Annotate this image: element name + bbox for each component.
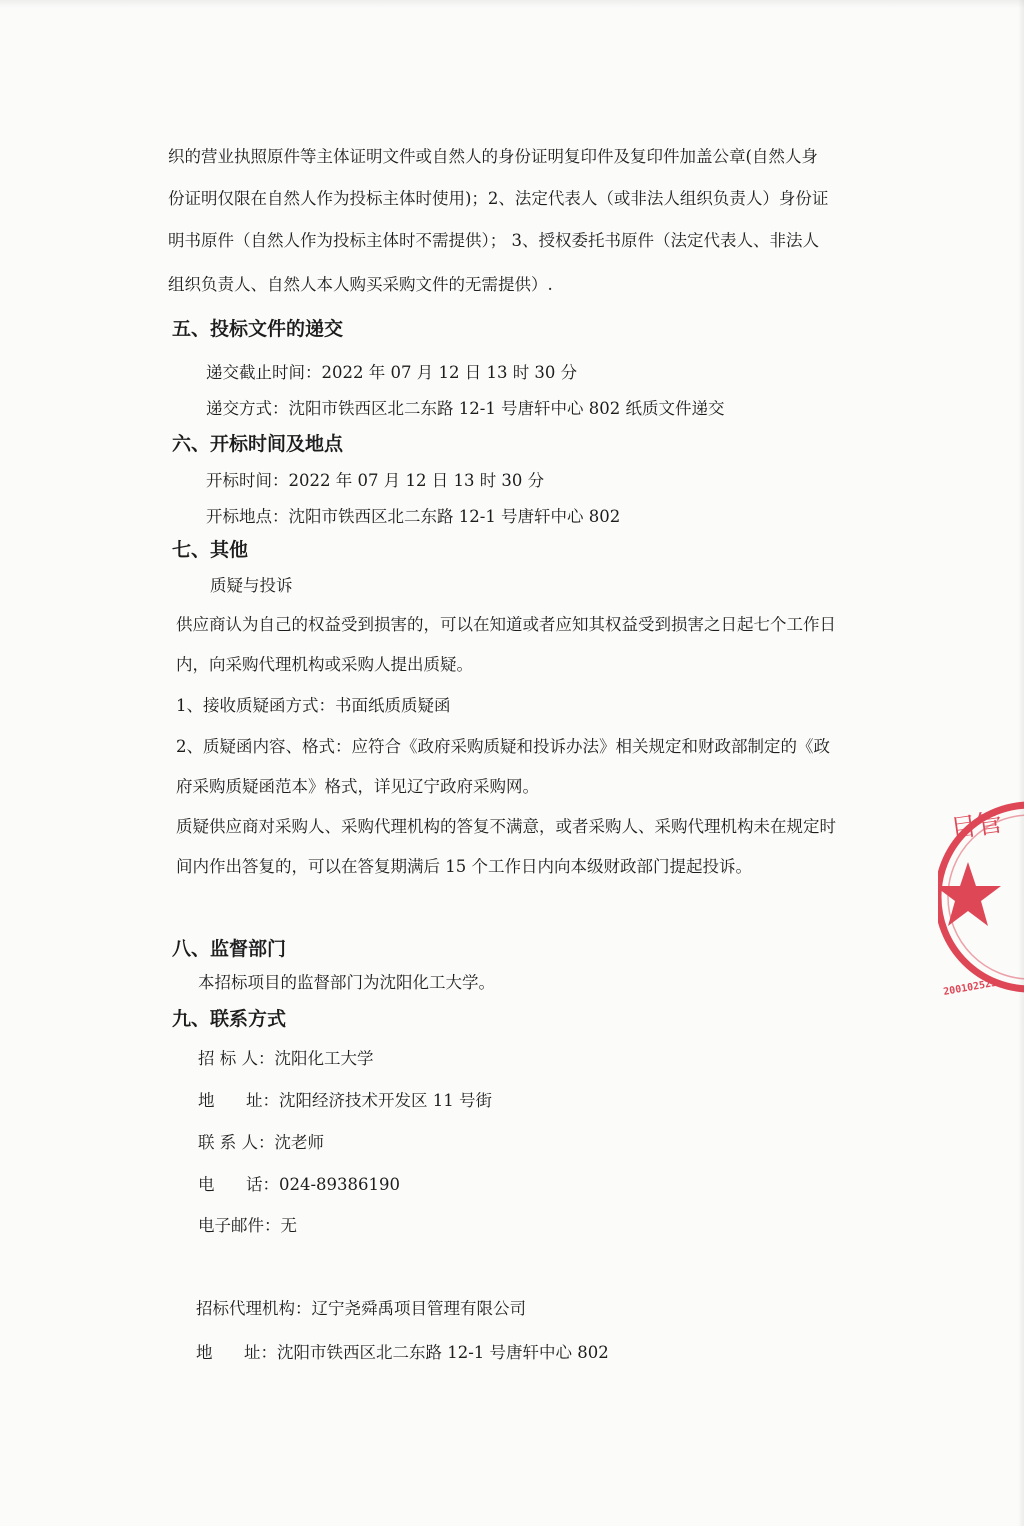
section-heading-supervision: 八、监督部门 [172, 938, 287, 960]
paragraph-line: 组织负责人、自然人本人购买采购文件的无需提供）. [168, 275, 553, 294]
scan-top-shade [0, 0, 1024, 8]
seal-text: 目管 [948, 807, 1005, 845]
scan-right-edge [1018, 0, 1024, 1526]
complaint-line: 内，向采购代理机构或采购人提出质疑。 [176, 655, 473, 674]
contact-value: 沈阳化工大学 [274, 1049, 374, 1068]
contact-label: 电 话： [198, 1175, 279, 1194]
contact-value: 024-89386190 [278, 1175, 401, 1194]
agency-address-value: 沈阳市铁西区北二东路 12-1 号唐轩中心 802 [276, 1343, 609, 1362]
supervision-text: 本招标项目的监督部门为沈阳化工大学。 [198, 973, 495, 992]
complaint-line: 供应商认为自己的权益受到损害的，可以在知道或者应知其权益受到损害之日起七个工作日 [176, 615, 836, 634]
seal-star-icon [938, 862, 1001, 926]
submission-method: 递交方式：沈阳市铁西区北二东路 12-1 号唐轩中心 802 纸质文件递交 [206, 399, 725, 418]
paragraph-line: 明书原件（自然人作为投标主体时不需提供）； 3、授权委托书原件（法定代表人、非法人 [168, 231, 819, 250]
contact-label: 招 标 人： [198, 1049, 275, 1068]
contact-label: 电子邮件： [198, 1216, 281, 1235]
contact-value: 沈老师 [274, 1133, 324, 1152]
contact-value: 无 [280, 1216, 297, 1235]
complaint-line: 2、质疑函内容、格式：应符合《政府采购质疑和投诉办法》相关规定和财政部制定的《政 [176, 737, 830, 756]
agency-address [196, 1342, 609, 1364]
subsection-title-complaints: 质疑与投诉 [210, 576, 293, 595]
contact-phone [198, 1174, 400, 1196]
contact-tenderer [198, 1048, 374, 1070]
contact-person [198, 1132, 324, 1154]
submission-deadline: 递交截止时间：2022 年 07 月 12 日 13 时 30 分 [206, 363, 578, 382]
agency-label: 招标代理机构： [196, 1299, 312, 1318]
contact-label: 地 址： [198, 1091, 279, 1110]
seal-graphic [938, 790, 1024, 1005]
contact-label: 联 系 人： [198, 1133, 275, 1152]
agency-name [196, 1298, 526, 1320]
seal-number: 200102523 [942, 977, 998, 998]
section-heading-submission: 五、投标文件的递交 [172, 318, 344, 340]
complaint-line: 质疑供应商对采购人、采购代理机构的答复不满意，或者采购人、采购代理机构未在规定时 [176, 817, 836, 836]
paragraph-line: 织的营业执照原件等主体证明文件或自然人的身份证明复印件及复印件加盖公章(自然人身 [168, 147, 818, 166]
contact-email [198, 1215, 297, 1237]
paragraph-line: 份证明仅限在自然人作为投标主体时使用)；2、法定代表人（或非法人组织负责人）身份证 [168, 189, 829, 208]
section-heading-contact: 九、联系方式 [172, 1008, 287, 1030]
complaint-line: 府采购质疑函范本》格式，详见辽宁政府采购网。 [176, 777, 539, 796]
opening-time: 开标时间：2022 年 07 月 12 日 13 时 30 分 [206, 471, 545, 490]
complaint-line: 间内作出答复的，可以在答复期满后 15 个工作日内向本级财政部门提起投诉。 [176, 857, 752, 876]
section-heading-other: 七、其他 [172, 539, 249, 561]
agency-address-label: 地 址： [196, 1343, 277, 1362]
agency-value: 辽宁尧舜禹项目管理有限公司 [311, 1299, 526, 1318]
complaint-line: 1、接收质疑函方式：书面纸质质疑函 [176, 696, 451, 715]
contact-value: 沈阳经济技术开发区 11 号街 [278, 1091, 492, 1110]
official-seal [938, 790, 1024, 1005]
section-heading-opening: 六、开标时间及地点 [172, 433, 344, 455]
opening-place: 开标地点：沈阳市铁西区北二东路 12-1 号唐轩中心 802 [206, 507, 621, 526]
contact-address [198, 1090, 492, 1112]
